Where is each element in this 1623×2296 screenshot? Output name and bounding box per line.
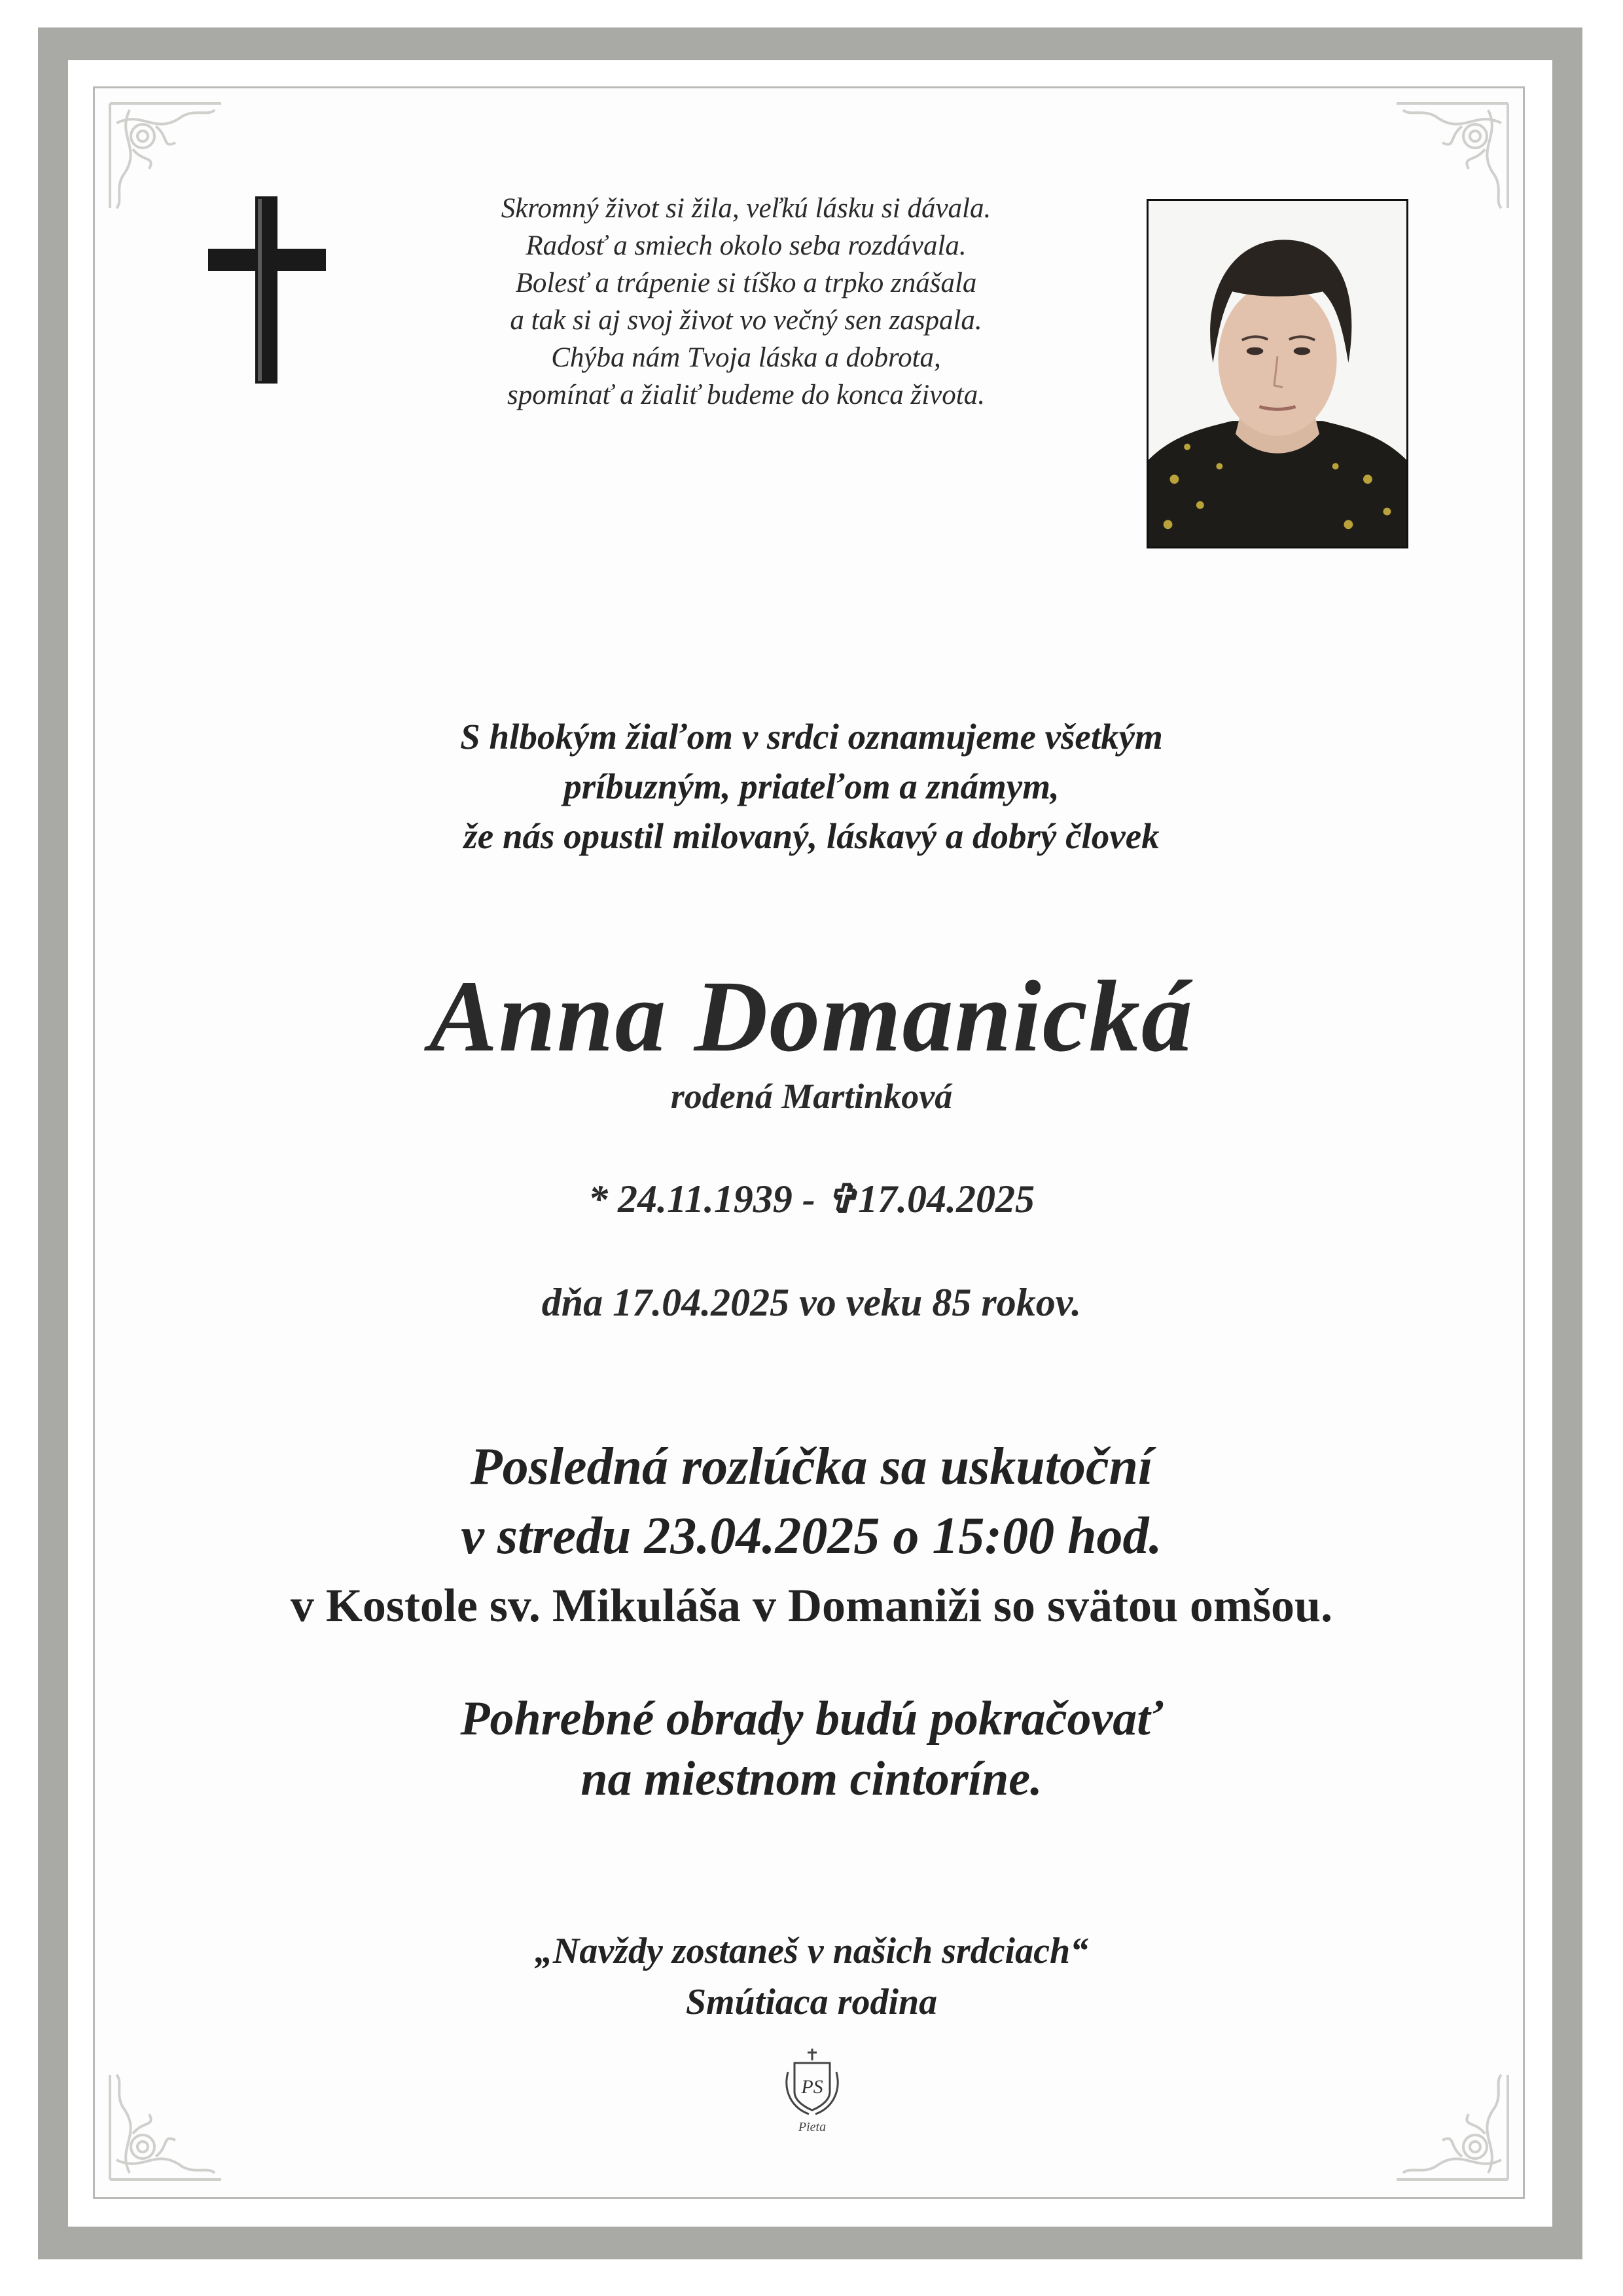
latin-cross-icon	[208, 196, 326, 384]
pieta-logo	[776, 2046, 848, 2138]
poem	[406, 190, 1086, 414]
corner-ornament-icon	[1390, 2068, 1514, 2186]
announcement-line: S hlbokým žiaľom v srdci oznamujeme všetkým	[460, 717, 1163, 757]
announcement-line: príbuzným, priateľom a známym,	[563, 766, 1060, 806]
farewell-location: v Kostole sv. Mikuláša v Domaniži so svätou omšou.	[290, 1579, 1333, 1632]
birth-date: * 24.11.1939 -	[588, 1177, 815, 1221]
life-dates	[393, 1173, 1230, 1225]
farewell-info	[157, 1432, 1466, 1640]
announcement	[262, 712, 1361, 861]
cross-icon: ✞	[825, 1177, 858, 1221]
poem-line: Chýba nám Tvoja láska a dobrota,	[551, 342, 941, 373]
corner-ornament-icon	[103, 2068, 228, 2186]
poem-line: spomínať a žialiť budeme do konca života.	[507, 380, 985, 410]
farewell-datetime: v stredu 23.04.2025 o 15:00 hod.	[461, 1507, 1162, 1565]
poem-line: Bolesť a trápenie si tíško a trpko znášala	[515, 268, 977, 298]
poem-line: Radosť a smiech okolo seba rozdávala.	[526, 230, 967, 261]
closing	[327, 1926, 1296, 2028]
death-date: 17.04.2025	[857, 1177, 1035, 1221]
logo-caption: Pieta	[798, 2120, 827, 2134]
family-signature: Smútiaca rodina	[685, 1982, 938, 2022]
maiden-name: rodená Martinková	[670, 1077, 953, 1116]
age-line: dňa 17.04.2025 vo veku 85 rokov.	[541, 1281, 1082, 1324]
burial-info	[223, 1689, 1400, 1809]
burial-line: Pohrebné obrady budú pokračovať	[460, 1692, 1163, 1746]
deceased-name: Anna Domanická	[429, 960, 1194, 1073]
closing-quote: „Navždy zostaneš v našich srdciach“	[534, 1931, 1089, 1971]
farewell-line: Posledná rozlúčka sa uskutoční	[470, 1438, 1153, 1496]
burial-line: na miestnom cintoríne.	[580, 1752, 1043, 1806]
corner-ornament-icon	[1390, 97, 1514, 215]
announcement-line: že nás opustil milovaný, láskavý a dobrý človek	[463, 816, 1160, 856]
poem-line: a tak si aj svoj život vo večný sen zaspala.	[510, 305, 982, 336]
portrait-photo	[1147, 199, 1408, 548]
logo-monogram: PS	[801, 2076, 823, 2098]
poem-line: Skromný život si žila, veľkú lásku si dávala.	[501, 193, 991, 224]
